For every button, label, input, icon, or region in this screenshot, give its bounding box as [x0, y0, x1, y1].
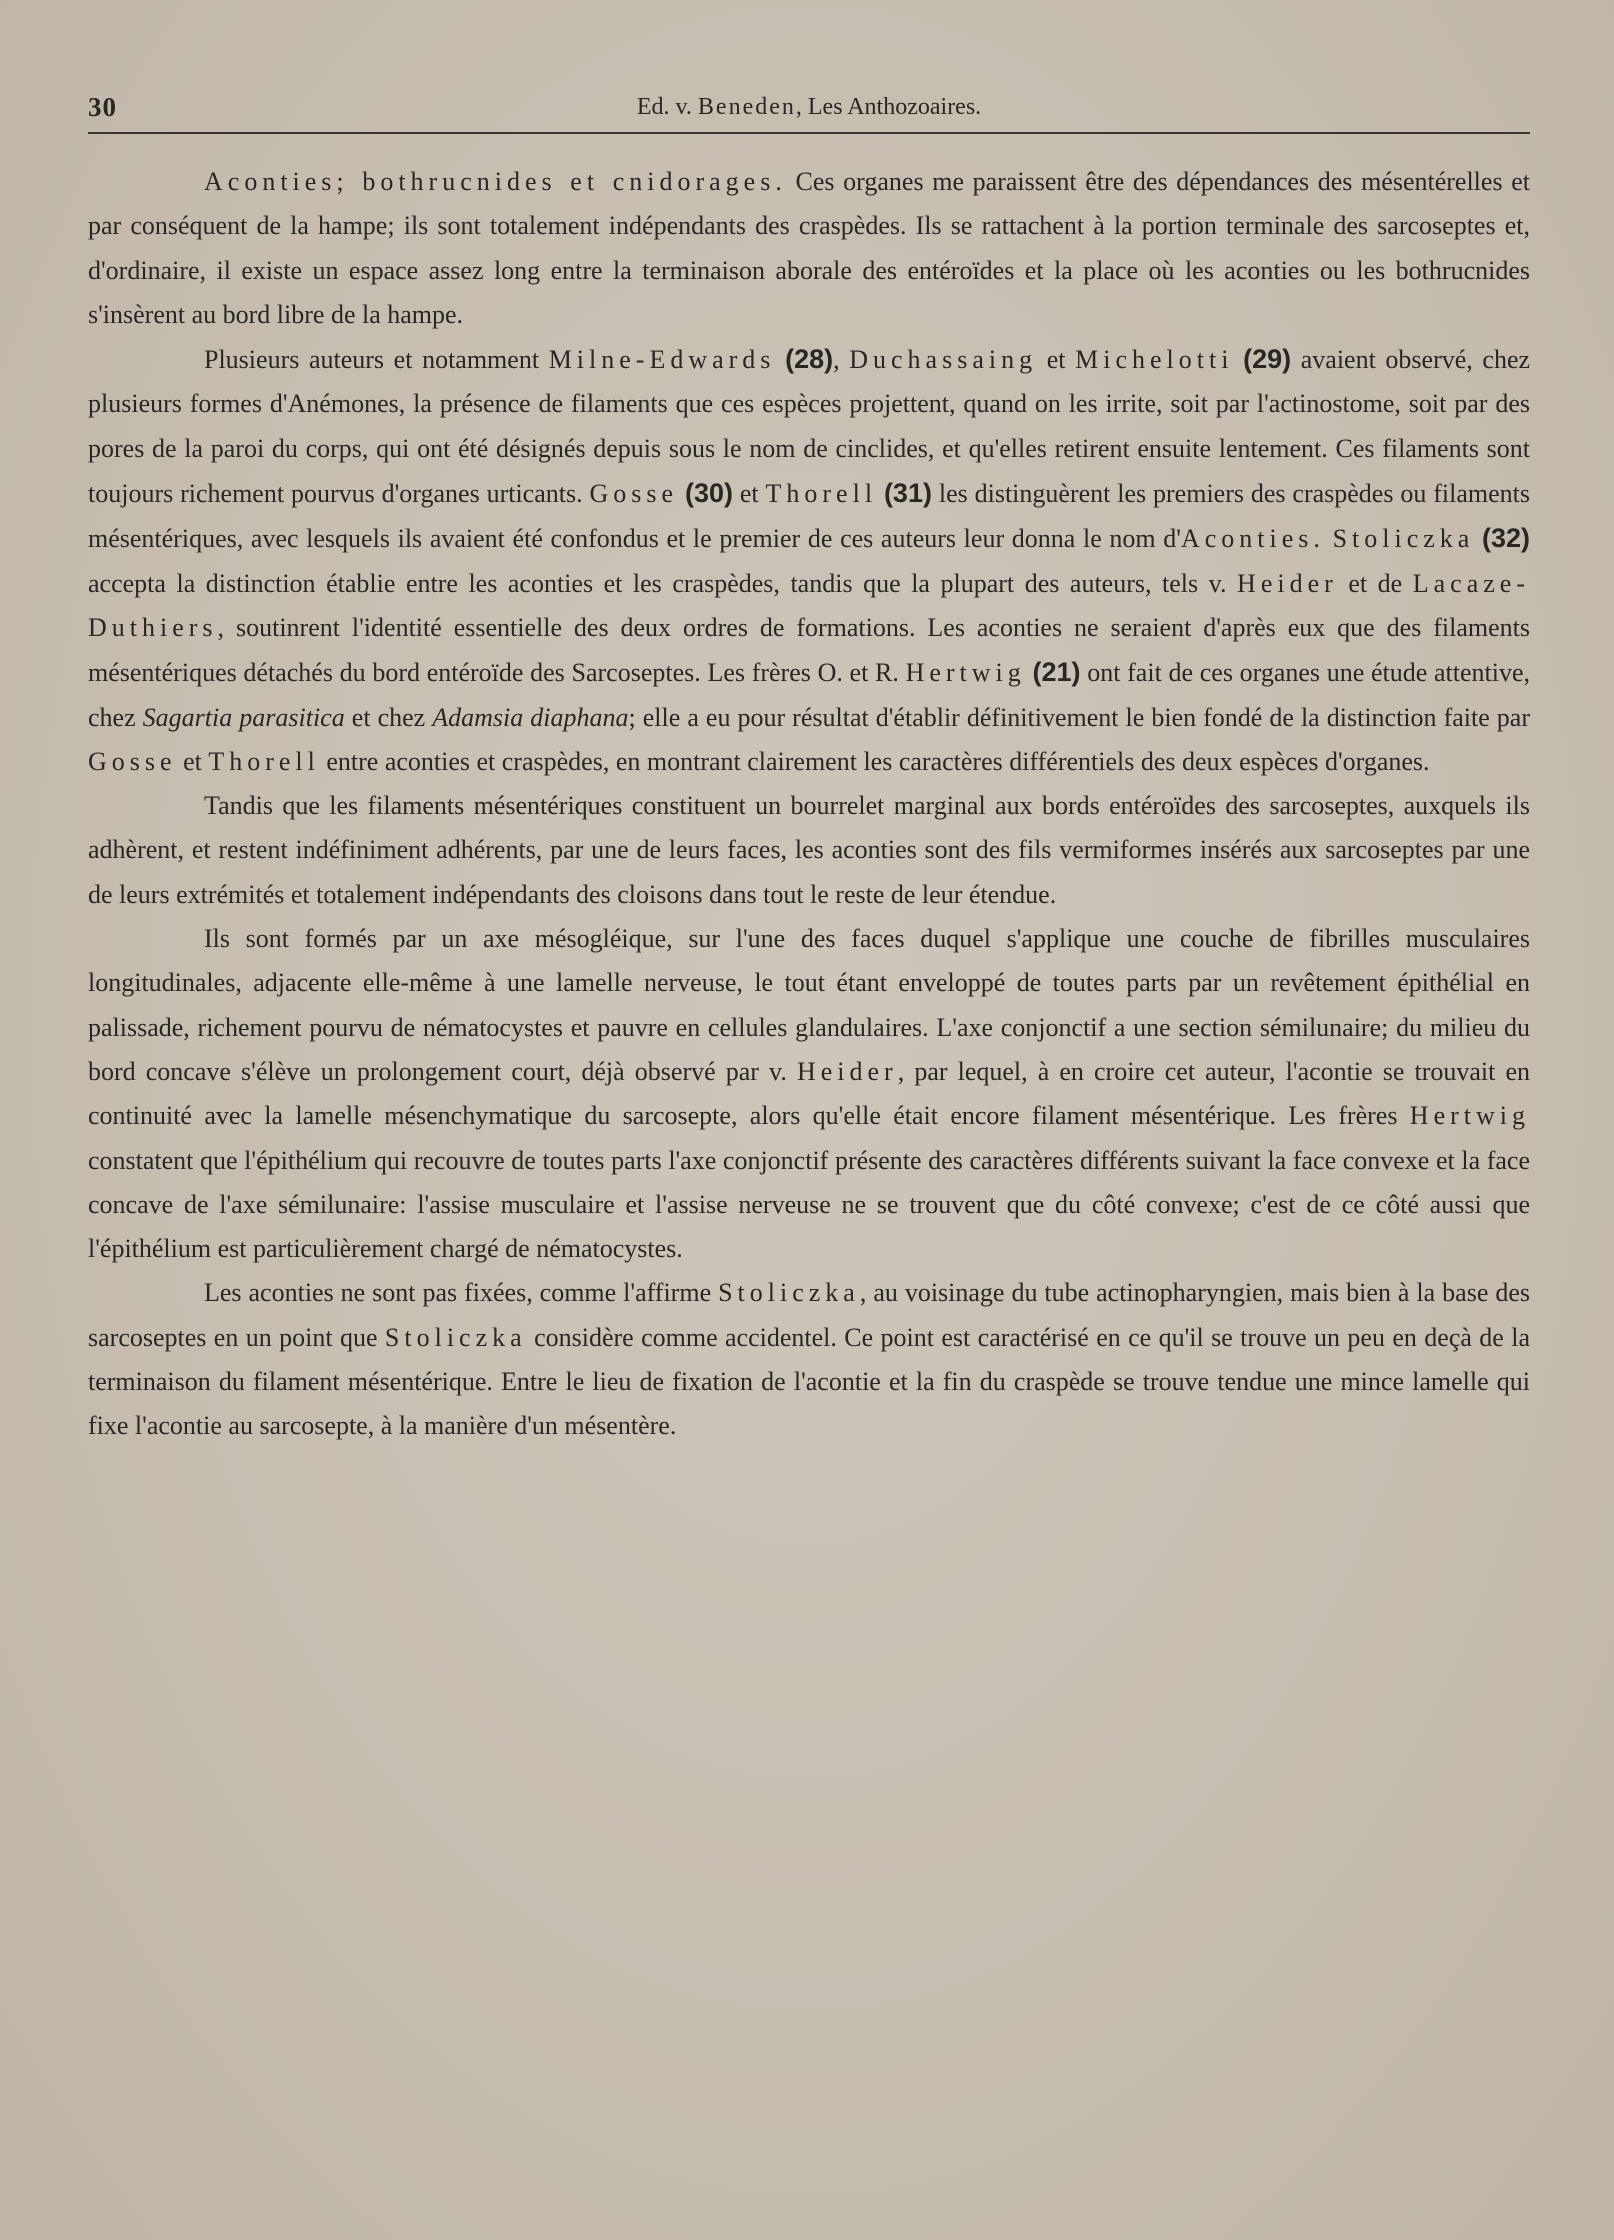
author-name: Michelotti: [1075, 345, 1234, 375]
text-run: entre aconties et craspèdes, en montrant clairement les caractères différentiels des deux espèces d'organes.: [319, 746, 1430, 776]
author-name: Gosse: [589, 479, 679, 509]
citation-ref: (32): [1482, 523, 1531, 554]
paragraph-3: Tandis que les filaments mésentériques constituent un bourrelet marginal aux bords entéroïdes des sarcoseptes, auxquels ils adhèrent, et restent indéfiniment adhérents, par une de leurs faces, les aconties sont des fils vermiformes insérés aux sarcoseptes par une de leurs extrémités et totalement indépendants des cloisons dans tout le reste de leur étendue.: [88, 791, 1530, 909]
author-name: Heider: [796, 1056, 898, 1086]
author-name: Hertwig: [1409, 1101, 1530, 1131]
species-name: Adamsia diaphana: [432, 702, 629, 732]
page-header: [88, 92, 1530, 134]
text-run: [1325, 524, 1333, 553]
text-run: constatent que l'épithélium qui recouvre de toutes parts l'axe conjonctif présente des caractères différents suivant la face convexe et la face concave de l'axe sémilunaire: l'assise musculaire et l'assise nerveuse ne se trouvent que du côté convexe; c'est de ce côté aussi que l'épithélium est particulièrement chargé de nématocystes.: [88, 1145, 1530, 1264]
citation-ref: (31): [883, 478, 932, 509]
page-number: 30: [88, 92, 117, 122]
text-run: et: [176, 746, 209, 776]
citation-ref: (29): [1243, 344, 1292, 375]
author-name: Stoliczka: [1332, 524, 1475, 554]
text-run: , soutinrent l'identité essentielle des deux ordres de formations. Les aconties ne seraient d'après eux que des filaments mésentériques détachés du bord entéroïde des Sarcoseptes. Les frères O. et R.: [88, 612, 1530, 688]
citation-ref: (28): [785, 344, 834, 375]
section-heading: Aconties; bothrucnides et cnidorages.: [204, 167, 787, 196]
author-name: Milne-Edwards: [548, 345, 776, 375]
paragraph-4: [88, 917, 1530, 1271]
text-run: considère comme accidentel. Ce point est caractérisé en ce qu'il se trouve un peu en deçà de la terminaison du filament mésentérique. Entre le lieu de fixation de l'acontie et la fin du craspède se trouve tendue une mince lamelle qui fixe l'acontie au sarcosepte, à la manière d'un mésentère.: [88, 1322, 1530, 1441]
author-name: Heider: [1237, 568, 1338, 598]
text-run: Plusieurs auteurs et notamment: [204, 345, 549, 375]
citation-ref: (30): [684, 478, 733, 509]
author-name: Stoliczka: [718, 1278, 860, 1308]
species-name: Sagartia parasitica: [142, 702, 345, 732]
text-run: , au voisinage du tube actinopharyngien, mais bien à la base des sarcoseptes en un point que: [88, 1278, 1530, 1352]
author-name: Gosse: [88, 746, 177, 776]
text-run: et: [732, 479, 766, 509]
author-name: Thorell: [765, 479, 878, 509]
text-run: et de: [1337, 568, 1413, 598]
paragraph-1-text: Ces organes me paraissent être des dépendances des mésentérelles et par conséquent de la hampe; ils sont totalement indépendants des craspèdes. Ils se rattachent à la portion terminale des sarcoseptes et, d'ordinaire, il existe un espace assez long entre la terminaison aborale des entéroïdes et la place où les aconties ou les bothrucnides s'insèrent au bord libre de la hampe.: [88, 167, 1530, 329]
running-head-separator: ,: [795, 94, 808, 120]
author-name: Hertwig: [905, 658, 1026, 688]
text-run: ; elle a eu pour résultat d'établir définitivement le bien fondé de la distinction faite par: [628, 702, 1531, 732]
paragraph-2: [88, 337, 1530, 784]
running-head-author-prefix: Ed. v.: [636, 94, 692, 120]
paragraph-5: [88, 1271, 1530, 1448]
running-head-title: Les Anthozoaires.: [807, 94, 982, 120]
text-run: Ils sont formés par un axe mésogléique, sur l'une des faces duquel s'applique une couche de fibrilles musculaires longitudinales, adjacente elle-même à une lamelle nerveuse, le tout étant enveloppé de toutes parts par un revêtement épithélial en palissade, richement pourvu de nématocystes et pauvre en cellules glandulaires. L'axe conjonctif a une section sémilunaire; du milieu du bord concave s'élève un prolongement court, déjà observé par v.: [88, 924, 1530, 1086]
author-name: Duchassaing: [849, 345, 1038, 375]
text-run: et chez: [344, 702, 433, 732]
author-name: Thorell: [208, 746, 320, 776]
text-run: et: [1037, 345, 1076, 375]
text-run: les distinguèrent les premiers des craspèdes ou filaments mésentériques, avec lesquels ils avaient été confondus et le premier de ces auteurs leur donna le nom d': [88, 479, 1530, 554]
citation-ref: (21): [1032, 657, 1081, 688]
author-name: Stoliczka: [384, 1322, 527, 1352]
author-name: Lacaze-Duthiers: [88, 568, 1530, 642]
text-run: accepta la distinction établie entre les aconties et les craspèdes, tandis que la plupart des auteurs, tels v.: [88, 568, 1238, 598]
text-run: , par lequel, à en croire cet auteur, l'acontie se trouvait en continuité avec la lamelle mésenchymatique du sarcosepte, alors qu'elle était encore filament mésentérique. Les frères: [88, 1056, 1531, 1131]
text-run: Les aconties ne sont pas fixées, comme l'affirme: [204, 1278, 719, 1308]
paragraph-1: [88, 160, 1530, 337]
term-aconties: Aconties.: [1180, 524, 1325, 554]
text-run: ,: [833, 345, 850, 375]
text-run: ont fait de ces organes une étude attentive, chez: [88, 658, 1531, 732]
running-head: [88, 94, 1530, 121]
body-text: [88, 160, 1530, 1449]
running-head-author: Beneden: [697, 94, 796, 120]
text-run: avaient observé, chez plusieurs formes d'Anémones, la présence de filaments que ces espèces projettent, quand on les irrite, soit par l'actinostome, soit par des pores de la paroi du corps, qui ont été désignés depuis sous le nom de cinclides, et qu'elles retirent ensuite lentement. Ces filaments sont toujours richement pourvus d'organes urticants.: [88, 345, 1531, 509]
